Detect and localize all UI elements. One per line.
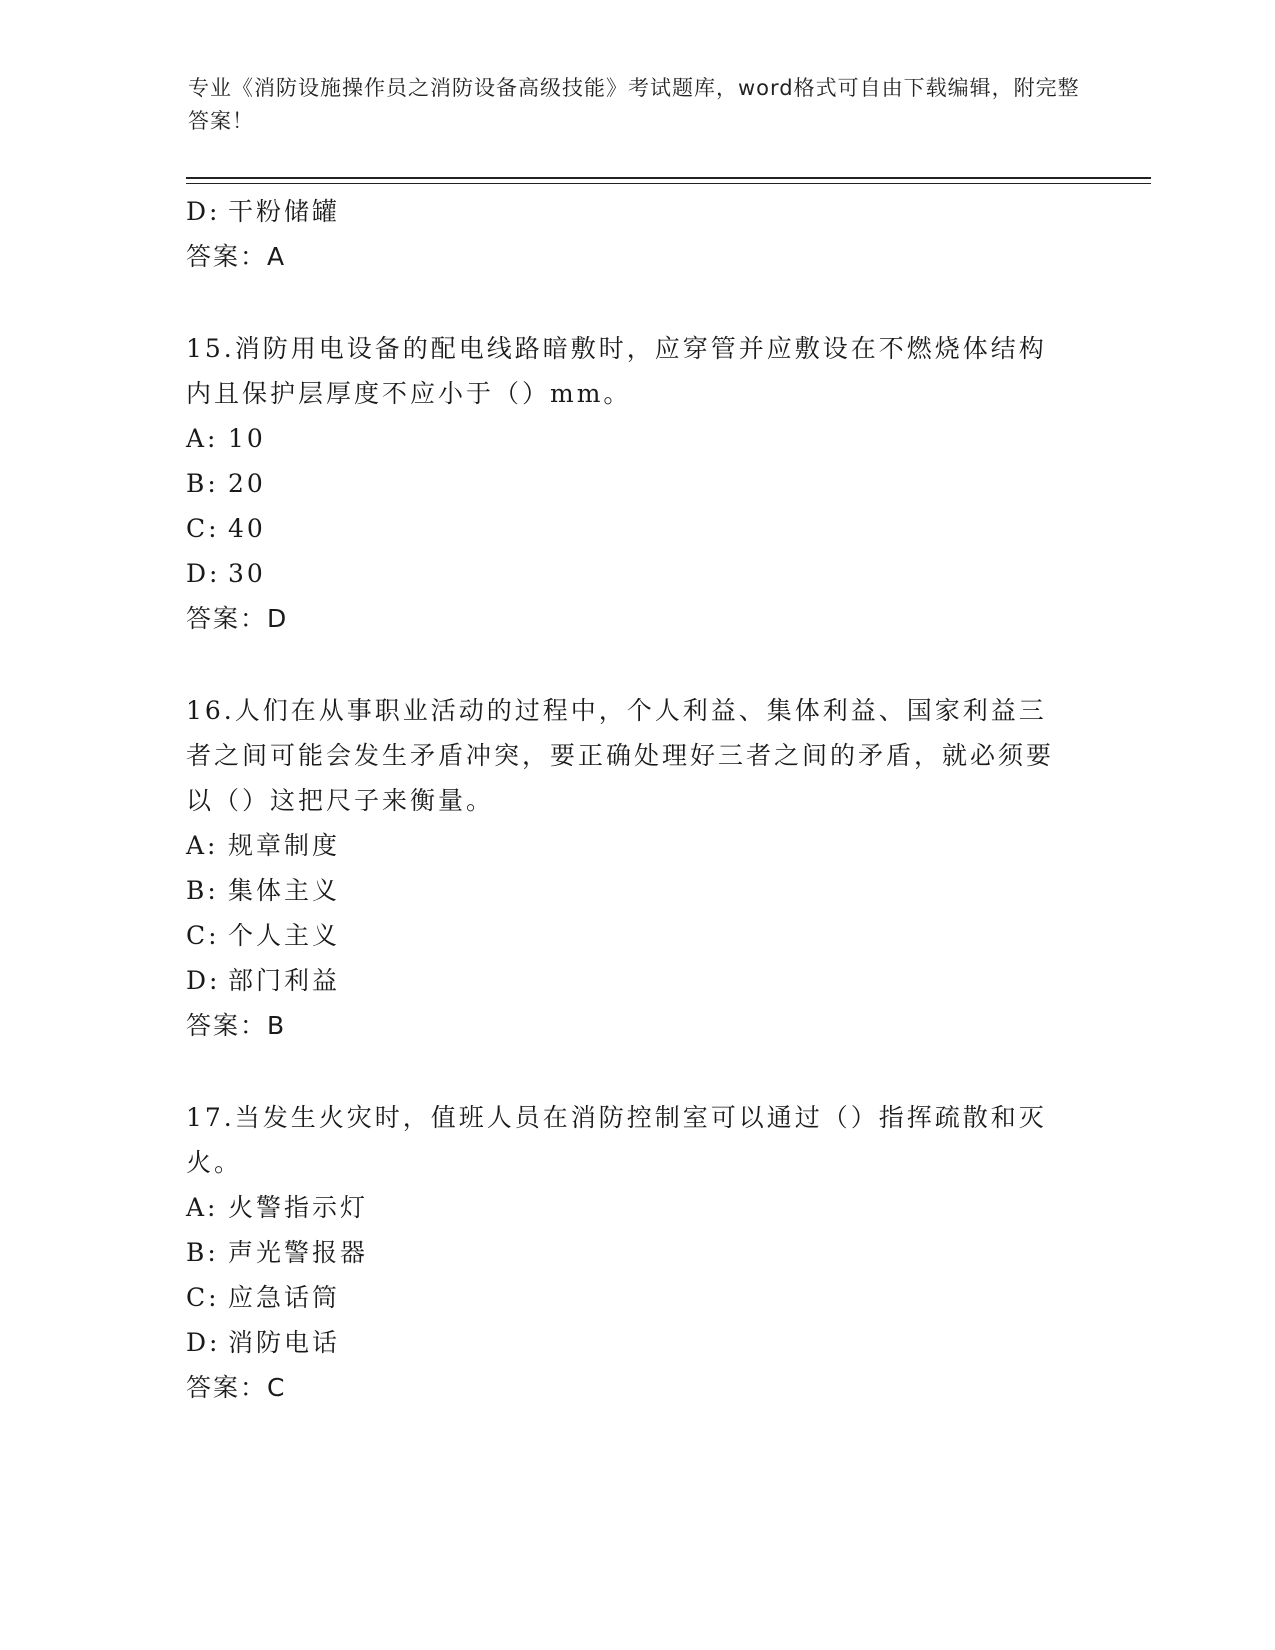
header-divider-thin <box>186 183 1151 184</box>
option-label: C: <box>186 921 220 950</box>
option-label: B: <box>186 469 219 498</box>
option-d <box>186 958 1086 1003</box>
option-a <box>186 1185 1086 1230</box>
answer-line <box>186 234 1086 279</box>
question-17-text <box>186 1095 1066 1185</box>
option-d <box>186 551 1086 596</box>
option-text: 20 <box>228 469 266 498</box>
option-label: C: <box>186 514 220 543</box>
answer-label: 答案： <box>186 242 268 271</box>
option-text: 部门利益 <box>228 966 341 995</box>
option-label: B: <box>186 1238 219 1267</box>
option-label: D: <box>186 197 221 226</box>
option-text: 10 <box>228 424 266 453</box>
option-label: A: <box>186 424 219 453</box>
answer-value: A <box>267 242 287 271</box>
option-c <box>186 1275 1086 1320</box>
question-number: 17. <box>186 1103 235 1132</box>
question-15-text <box>186 326 1066 416</box>
option-text: 规章制度 <box>228 831 341 860</box>
option-a <box>186 823 1086 868</box>
option-text: 消防电话 <box>228 1328 341 1357</box>
answer-line <box>186 1003 1086 1048</box>
option-c <box>186 913 1086 958</box>
option-text: 火警指示灯 <box>228 1193 369 1222</box>
question-number: 15. <box>186 334 235 363</box>
option-text: 集体主义 <box>228 876 341 905</box>
question-stem: 当发生火灾时，值班人员在消防控制室可以通过（）指挥疏散和灭火。 <box>186 1103 1047 1177</box>
option-label: D: <box>186 1328 221 1357</box>
answer-label: 答案： <box>186 604 268 633</box>
option-d <box>186 1320 1086 1365</box>
option-d <box>186 189 1086 234</box>
option-label: A: <box>186 831 219 860</box>
option-label: D: <box>186 559 221 588</box>
answer-value: C <box>267 1373 287 1402</box>
answer-value: B <box>267 1011 287 1040</box>
question-number: 16. <box>186 696 235 725</box>
answer-value: D <box>267 604 289 633</box>
option-b <box>186 461 1086 506</box>
question-stem: 消防用电设备的配电线路暗敷时，应穿管并应敷设在不燃烧体结构内且保护层厚度不应小于（）mm。 <box>186 334 1047 408</box>
answer-line <box>186 1365 1086 1410</box>
document-header: 专业《消防设施操作员之消防设备高级技能》考试题库，word格式可自由下载编辑，附完整答案！ <box>188 76 1080 133</box>
question-stem: 人们在从事职业活动的过程中，个人利益、集体利益、国家利益三者之间可能会发生矛盾冲突，要正确处理好三者之间的矛盾，就必须要以（）这把尺子来衡量。 <box>186 696 1055 815</box>
answer-line <box>186 596 1086 641</box>
answer-label: 答案： <box>186 1373 268 1402</box>
option-b <box>186 868 1086 913</box>
option-b <box>186 1230 1086 1275</box>
option-a <box>186 416 1086 461</box>
option-text: 干粉储罐 <box>228 197 341 226</box>
option-text: 声光警报器 <box>228 1238 369 1267</box>
option-text: 40 <box>228 514 266 543</box>
option-label: D: <box>186 966 221 995</box>
header-divider-thick <box>186 177 1151 179</box>
answer-label: 答案： <box>186 1011 268 1040</box>
option-text: 30 <box>228 559 266 588</box>
option-text: 应急话筒 <box>228 1283 341 1312</box>
option-c <box>186 506 1086 551</box>
option-text: 个人主义 <box>228 921 341 950</box>
question-16-text <box>186 688 1066 823</box>
option-label: C: <box>186 1283 220 1312</box>
option-label: A: <box>186 1193 219 1222</box>
question-content <box>186 189 1086 1410</box>
option-label: B: <box>186 876 219 905</box>
